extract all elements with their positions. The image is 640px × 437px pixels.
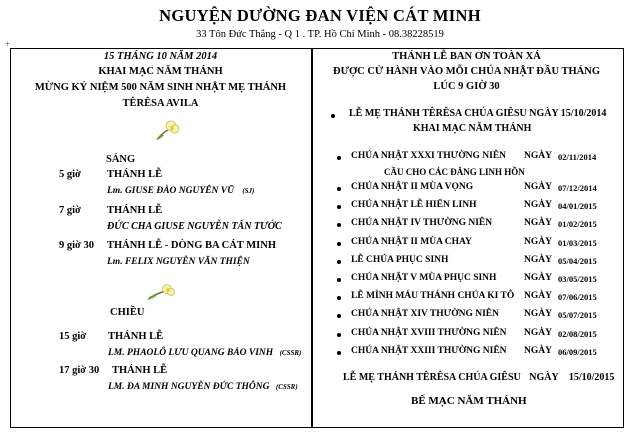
celebrant-name: LM. ĐA MINH NGUYỄN ĐỨC THÔNG — [108, 382, 270, 392]
schedule-item-date: 01/02/2015 — [558, 219, 597, 229]
schedule-item-ngay: NGÀY — [524, 151, 552, 161]
morning-time-1: 5 giờ — [59, 169, 81, 180]
main-feast-subtitle: KHAI MẠC NĂM THÁNH — [413, 123, 532, 134]
address-line: 33 Tôn Đức Thắng - Q 1 . TP. Hồ Chí Minh - 08.38228519 — [196, 29, 444, 40]
schedule-item-label: CHÚA NHẬT II MÙA CHAY — [351, 237, 472, 247]
bullet-icon — [337, 187, 341, 191]
indulgence-time: LÚC 9 GIỜ 30 — [433, 81, 500, 92]
morning-celebrant-3: Lm. FELIX NGUYỄN VĂN THIỆN — [107, 257, 250, 267]
celebrant-order: (SJ) — [242, 187, 255, 195]
afternoon-time-2: 17 giờ 30 — [59, 365, 100, 376]
schedule-item-date: 05/04/2015 — [558, 256, 597, 266]
celebrant-order: (CSSR) — [279, 349, 302, 357]
afternoon-celebrant-2 — [108, 382, 298, 392]
celebrant-name: LM. PHAOLÔ LƯU QUANG BẢO VINH — [108, 348, 274, 358]
bullet-icon — [331, 114, 335, 118]
schedule-item-ngay: NGÀY — [524, 218, 552, 228]
indulgence-subheading: ĐƯỢC CỬ HÀNH VÀO MỖI CHÚA NHẬT ĐẦU THÁNG — [333, 66, 600, 77]
closing-feast-ngay: NGÀY — [529, 372, 559, 383]
schedule-item-label: LỄ CHÚA PHỤC SINH — [351, 255, 449, 265]
afternoon-time-1: 15 giờ — [59, 331, 87, 342]
bullet-icon — [337, 260, 341, 264]
schedule-item-date: 02/11/2014 — [558, 152, 597, 162]
closing-title: BẾ MẠC NĂM THÁNH — [411, 395, 527, 407]
indulgence-heading: THÁNH LỄ BAN ƠN TOÀN XÁ — [392, 51, 541, 62]
move-handle-icon[interactable]: + — [5, 39, 11, 49]
schedule-item-label: CHÚA NHẬT XXIII THƯỜNG NIÊN — [351, 346, 507, 356]
bullet-icon — [337, 205, 341, 209]
schedule-item-label: CHÚA NHẬT XXXI THƯỜNG NIÊN — [351, 151, 507, 161]
schedule-item-date: 01/03/2015 — [558, 238, 597, 248]
schedule-item-label: CHÚA NHẬT LỄ HIỂN LINH — [351, 200, 477, 210]
schedule-item-ngay: NGÀY — [524, 200, 552, 210]
celebrant-name: Lm. GIUSE ĐÀO NGUYÊN VŨ — [107, 186, 234, 196]
bullet-icon — [337, 296, 341, 300]
bullet-icon — [337, 333, 341, 337]
schedule-item-ngay: NGÀY — [524, 291, 552, 301]
bullet-icon — [337, 242, 341, 246]
souls-note: CẦU CHO CÁC ĐẲNG LINH HỒN — [384, 167, 525, 177]
event-date: 15 THÁNG 10 NĂM 2014 — [103, 51, 218, 62]
bullet-icon — [337, 314, 341, 318]
schedule-item-ngay: NGÀY — [524, 255, 552, 265]
schedule-item-date: 05/07/2015 — [558, 310, 597, 320]
schedule-item-label: CHÚA NHẬT XIV THƯỜNG NIÊN — [351, 309, 499, 319]
morning-celebrant-1 — [107, 186, 254, 196]
morning-event-3: THÁNH LỄ - DÒNG BA CÁT MINH — [107, 240, 276, 251]
schedule-item-ngay: NGÀY — [524, 346, 552, 356]
schedule-item-label: LỄ MÌNH MÁU THÁNH CHÚA KI TÔ — [351, 291, 515, 301]
schedule-item-ngay: NGÀY — [524, 309, 552, 319]
schedule-item-label: CHÚA NHẬT II MÙA VỌNG — [351, 182, 474, 192]
morning-heading: SÁNG — [106, 154, 136, 165]
afternoon-heading: CHIỀU — [110, 307, 145, 318]
schedule-item-label: CHÚA NHẬT V MÙA PHỤC SINH — [351, 273, 497, 283]
schedule-item-label: CHÚA NHẬT IV THƯỜNG NIÊN — [351, 218, 493, 228]
schedule-item-date: 07/06/2015 — [558, 292, 597, 302]
schedule-item-date: 03/05/2015 — [558, 274, 597, 284]
bullet-icon — [337, 278, 341, 282]
schedule-item-date: 02/08/2015 — [558, 329, 597, 339]
flower-icon — [146, 281, 176, 301]
schedule-item-date: 07/12/2014 — [558, 183, 597, 193]
morning-event-1: THÁNH LỄ — [107, 169, 163, 180]
closing-feast-label: LỄ MẸ THÁNH TÊRÊSA CHÚA GIÊSU — [343, 372, 521, 383]
schedule-item-date: 04/01/2015 — [558, 201, 597, 211]
afternoon-event-2: THÁNH LỄ — [112, 365, 168, 376]
page-title: NGUYỆN DƯỜNG ĐAN VIỆN CÁT MINH — [159, 6, 481, 25]
morning-event-2: THÁNH LỄ — [107, 205, 163, 216]
bullet-icon — [337, 223, 341, 227]
flower-icon — [154, 118, 182, 142]
jubilee-title: MỪNG KỶ NIỆM 500 NĂM SINH NHẬT MẸ THÁNH — [34, 82, 287, 93]
bullet-icon — [337, 351, 341, 355]
opening-title: KHAI MẠC NĂM THÁNH — [98, 66, 223, 77]
afternoon-event-1: THÁNH LỄ — [108, 331, 164, 342]
schedule-item-ngay: NGÀY — [524, 237, 552, 247]
morning-time-2: 7 giờ — [59, 205, 81, 216]
schedule-item-label: CHÚA NHẬT XVIII THƯỜNG NIÊN — [351, 328, 507, 338]
schedule-item-date: 06/09/2015 — [558, 347, 597, 357]
celebrant-order: (CSSR) — [275, 383, 298, 391]
morning-celebrant-2: ĐỨC CHA GIUSE NGUYỄN TẤN TƯỚC — [107, 221, 282, 232]
schedule-item-ngay: NGÀY — [524, 328, 552, 338]
afternoon-celebrant-1 — [108, 348, 301, 358]
closing-feast-date: 15/10/2015 — [568, 372, 615, 383]
closing-feast — [343, 372, 614, 383]
bullet-icon — [337, 156, 341, 160]
main-feast: LỄ MẸ THÁNH TÊRÊSA CHÚA GIÊSU NGÀY 15/10/2014 — [349, 108, 607, 119]
schedule-item-ngay: NGÀY — [524, 182, 552, 192]
saint-name: TÊRÊSA AVILA — [122, 98, 199, 109]
schedule-item-ngay: NGÀY — [524, 273, 552, 283]
morning-time-3: 9 giờ 30 — [59, 240, 94, 251]
